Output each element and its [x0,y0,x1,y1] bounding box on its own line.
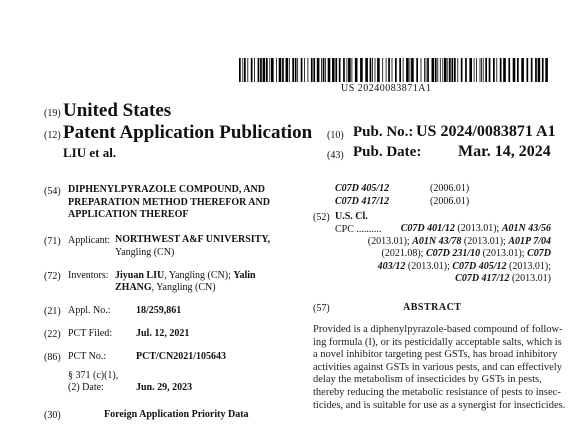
abstract-line: activities against GSTs in various pests, and can effectively [313,361,562,373]
barcode-bar [375,58,376,82]
barcode-bar [263,58,266,82]
code-57: (57) [313,303,330,314]
barcode-bar [399,58,401,82]
class-code: C07D 417/12 [335,196,390,207]
barcode-bar [432,58,435,82]
code-21: (21) [44,306,61,317]
appl-no-label: Appl. No.: [68,305,111,316]
invention-title [68,184,270,222]
code-71: (71) [44,236,61,247]
barcode-bar [360,58,363,82]
barcode-bar [442,58,443,82]
pub-no: US 2024/0083871 A1 [416,123,556,140]
barcode-bar [365,58,368,82]
code-52: (52) [313,212,330,223]
cpc-line [368,273,551,286]
barcode-bar [476,58,477,82]
barcode-bar [323,58,325,82]
abstract-line: ing formula (I), or its pesticidally acceptable salts, which is [313,336,562,348]
class-year: (2006.01) [430,196,470,207]
barcode-bar [395,58,397,82]
barcode-bar [545,58,548,82]
abstract-line: ticides, and is suitable for use as a synergist for insecticides. [313,399,566,411]
barcode-bar [289,58,290,82]
barcode-bar [411,58,414,82]
barcode-bar [517,58,519,82]
barcode-bar [292,58,294,82]
title-line: APPLICATION THEREOF [68,209,189,220]
barcode-bar [421,58,422,82]
barcode-bar [489,58,491,82]
cpc-text: (2013.01) [509,273,551,284]
cpc-code: C07D [527,248,551,259]
barcode-bar [370,58,372,82]
applicant-location: Yangling (CN) [115,247,175,258]
barcode-bar [542,58,544,82]
barcode-bar [457,58,458,82]
barcode-bar [266,58,268,82]
barcode-bar [313,58,315,82]
barcode-bar [410,58,411,82]
barcode-bar [377,58,380,82]
barcode-bar [416,58,418,82]
cpc-code: C07D 405/12 [452,260,507,272]
barcode-bar [500,58,502,82]
barcode-bar [461,58,463,82]
inventors-line-1 [115,270,256,281]
class-year: (2006.01) [430,183,470,194]
abstract-line: delay the metabolism of insecticides by GSTs in pests, [313,374,542,386]
barcode-bar [469,58,472,82]
barcode-bar [454,58,456,82]
cpc-line [368,261,551,274]
barcode-bar [427,58,429,82]
cpc-text: (2013.01); [480,248,528,259]
barcode-bar [348,58,351,82]
barcode-bar [372,58,373,82]
cpc-codes [368,223,551,286]
barcode [239,58,550,82]
inventor-short: LIU et al. [63,145,117,160]
barcode-bar [493,58,495,82]
barcode-bar [465,58,467,82]
barcode-bar [271,58,274,82]
barcode-bar [317,58,320,82]
pub-date-label: Pub. Date: [353,144,422,160]
cpc-text: (2013.01); [367,235,413,247]
cpc-code: C07D 401/12 [400,223,455,234]
cpc-text: (2013.01); [506,260,551,272]
abstract-text [313,324,565,412]
barcode-bar [328,58,331,82]
barcode-bar [527,58,529,82]
barcode-bar [388,58,390,82]
title-line: PREPARATION METHOD THEREFOR AND [68,196,270,208]
barcode-bar [244,58,246,82]
barcode-bar [282,58,284,82]
cpc-text: (2021.08); [381,248,426,259]
barcode-bar [538,58,541,82]
pct-no: PCT/CN2021/105643 [136,351,226,362]
barcode-bar [352,58,353,82]
foreign-priority-heading: Foreign Application Priority Data [104,409,249,420]
s371-label: § 371 (c)(1), [68,370,119,381]
inventor-2-last: ZHANG [115,282,152,293]
inventors-label: Inventors: [68,270,109,281]
barcode-bar [279,58,282,82]
barcode-bar [503,58,506,82]
barcode-bar [435,58,437,82]
cpc-text: (2013.01); [405,260,453,272]
barcode-bar [521,58,524,82]
barcode-bar [339,58,341,82]
barcode-bar [392,58,393,82]
barcode-bar [297,58,298,82]
barcode-bar [474,58,475,82]
barcode-bar [308,58,309,82]
pub-no-label: Pub. No.: [353,124,414,140]
abstract-line: a novel inhibitor targeting pest GSTs, has broad inhibitory [313,349,558,361]
inventor-1-name: Jiyuan LIU [115,270,165,281]
cpc-code: C07D 417/12 [455,273,510,284]
barcode-bar [426,58,427,82]
barcode-bar [332,58,335,82]
code-54: (54) [44,186,61,197]
barcode-number: US 20240083871A1 [341,83,432,94]
document-type: Patent Application Publication [63,122,313,143]
barcode-bar [247,58,248,82]
barcode-bar [403,58,404,82]
abstract-heading: ABSTRACT [403,302,462,313]
applicant-label: Applicant: [68,235,111,246]
barcode-bar [483,58,484,82]
barcode-bar [251,58,253,82]
appl-no: 18/259,861 [136,305,182,316]
code-43: (43) [327,150,344,161]
barcode-bar [531,58,533,82]
barcode-bar [485,58,487,82]
inventor-2-location: , Yangling (CN) [151,282,216,293]
cpc-code: A01P 7/04 [508,235,551,247]
abstract-line: Provided is a diphenylpyrazole-based compound of follow- [313,324,563,335]
barcode-bar [304,58,305,82]
barcode-bar [239,58,241,82]
inventor-1-location: , Yangling (CN); [164,270,231,281]
barcode-bar [444,58,447,82]
code-19: (19) [44,108,61,119]
barcode-bar [276,58,277,82]
date2-label: (2) Date: [68,382,104,393]
code-86: (86) [44,352,61,363]
barcode-bar [480,58,481,82]
applicant-name: NORTHWEST A&F UNIVERSITY, [115,234,271,245]
cpc-line [368,236,551,249]
pub-date: Mar. 14, 2024 [458,143,551,160]
barcode-bar [311,58,313,82]
pct-no-label: PCT No.: [68,351,107,362]
barcode-bar [355,58,358,82]
pct-filed: Jul. 12, 2021 [136,328,190,339]
barcode-bar [347,58,348,82]
barcode-bar [406,58,409,82]
cpc-text: (2013.01); [454,223,502,234]
inventors-line-2 [115,282,216,293]
barcode-bar [508,58,510,82]
barcode-bar [301,58,303,82]
barcode-bar [437,58,438,82]
barcode-bar [440,58,441,82]
cpc-code: A01N 43/78 [412,235,462,247]
title-line: DIPHENYLPYRAZOLE COMPOUND, AND [68,184,265,195]
date2: Jun. 29, 2023 [136,382,193,393]
inventor-2-first: Yalin [233,270,256,281]
pct-filed-label: PCT Filed: [68,328,112,339]
cpc-code: C07D 231/10 [425,248,481,259]
barcode-bar [269,58,270,82]
barcode-bar [513,58,516,82]
barcode-bar [242,58,243,82]
barcode-bar [447,58,448,82]
barcode-bar [258,58,260,82]
barcode-bar [286,58,289,82]
code-22: (22) [44,329,61,340]
cpc-line [368,223,551,236]
barcode-bar [343,58,345,82]
us-cl-label: U.S. Cl. [335,211,368,222]
code-72: (72) [44,271,61,282]
barcode-bar [321,58,322,82]
cpc-text: (2013.01); [461,235,509,247]
barcode-bar [535,58,537,82]
barcode-bar [254,58,255,82]
code-30: (30) [44,410,61,421]
cpc-label: CPC .......... [335,224,382,235]
barcode-bar [449,58,451,82]
cpc-line [368,248,551,261]
cpc-code: A01N 43/56 [501,223,551,234]
class-code: C07D 405/12 [335,183,390,194]
country: United States [63,100,172,121]
barcode-bar [382,58,383,82]
barcode-bar [335,58,337,82]
barcode-bar [496,58,497,82]
cpc-code: 403/12 [377,260,406,272]
barcode-bar [295,58,297,82]
code-10: (10) [327,130,344,141]
barcode-bar [260,58,262,82]
code-12: (12) [44,130,61,141]
barcode-bar [386,58,387,82]
barcode-bar [325,58,326,82]
barcode-bar [481,58,482,82]
barcode-bar [424,58,425,82]
abstract-line: thereby reducing the metabolic resistance of pests to insec- [313,386,561,398]
barcode-bar [452,58,454,82]
